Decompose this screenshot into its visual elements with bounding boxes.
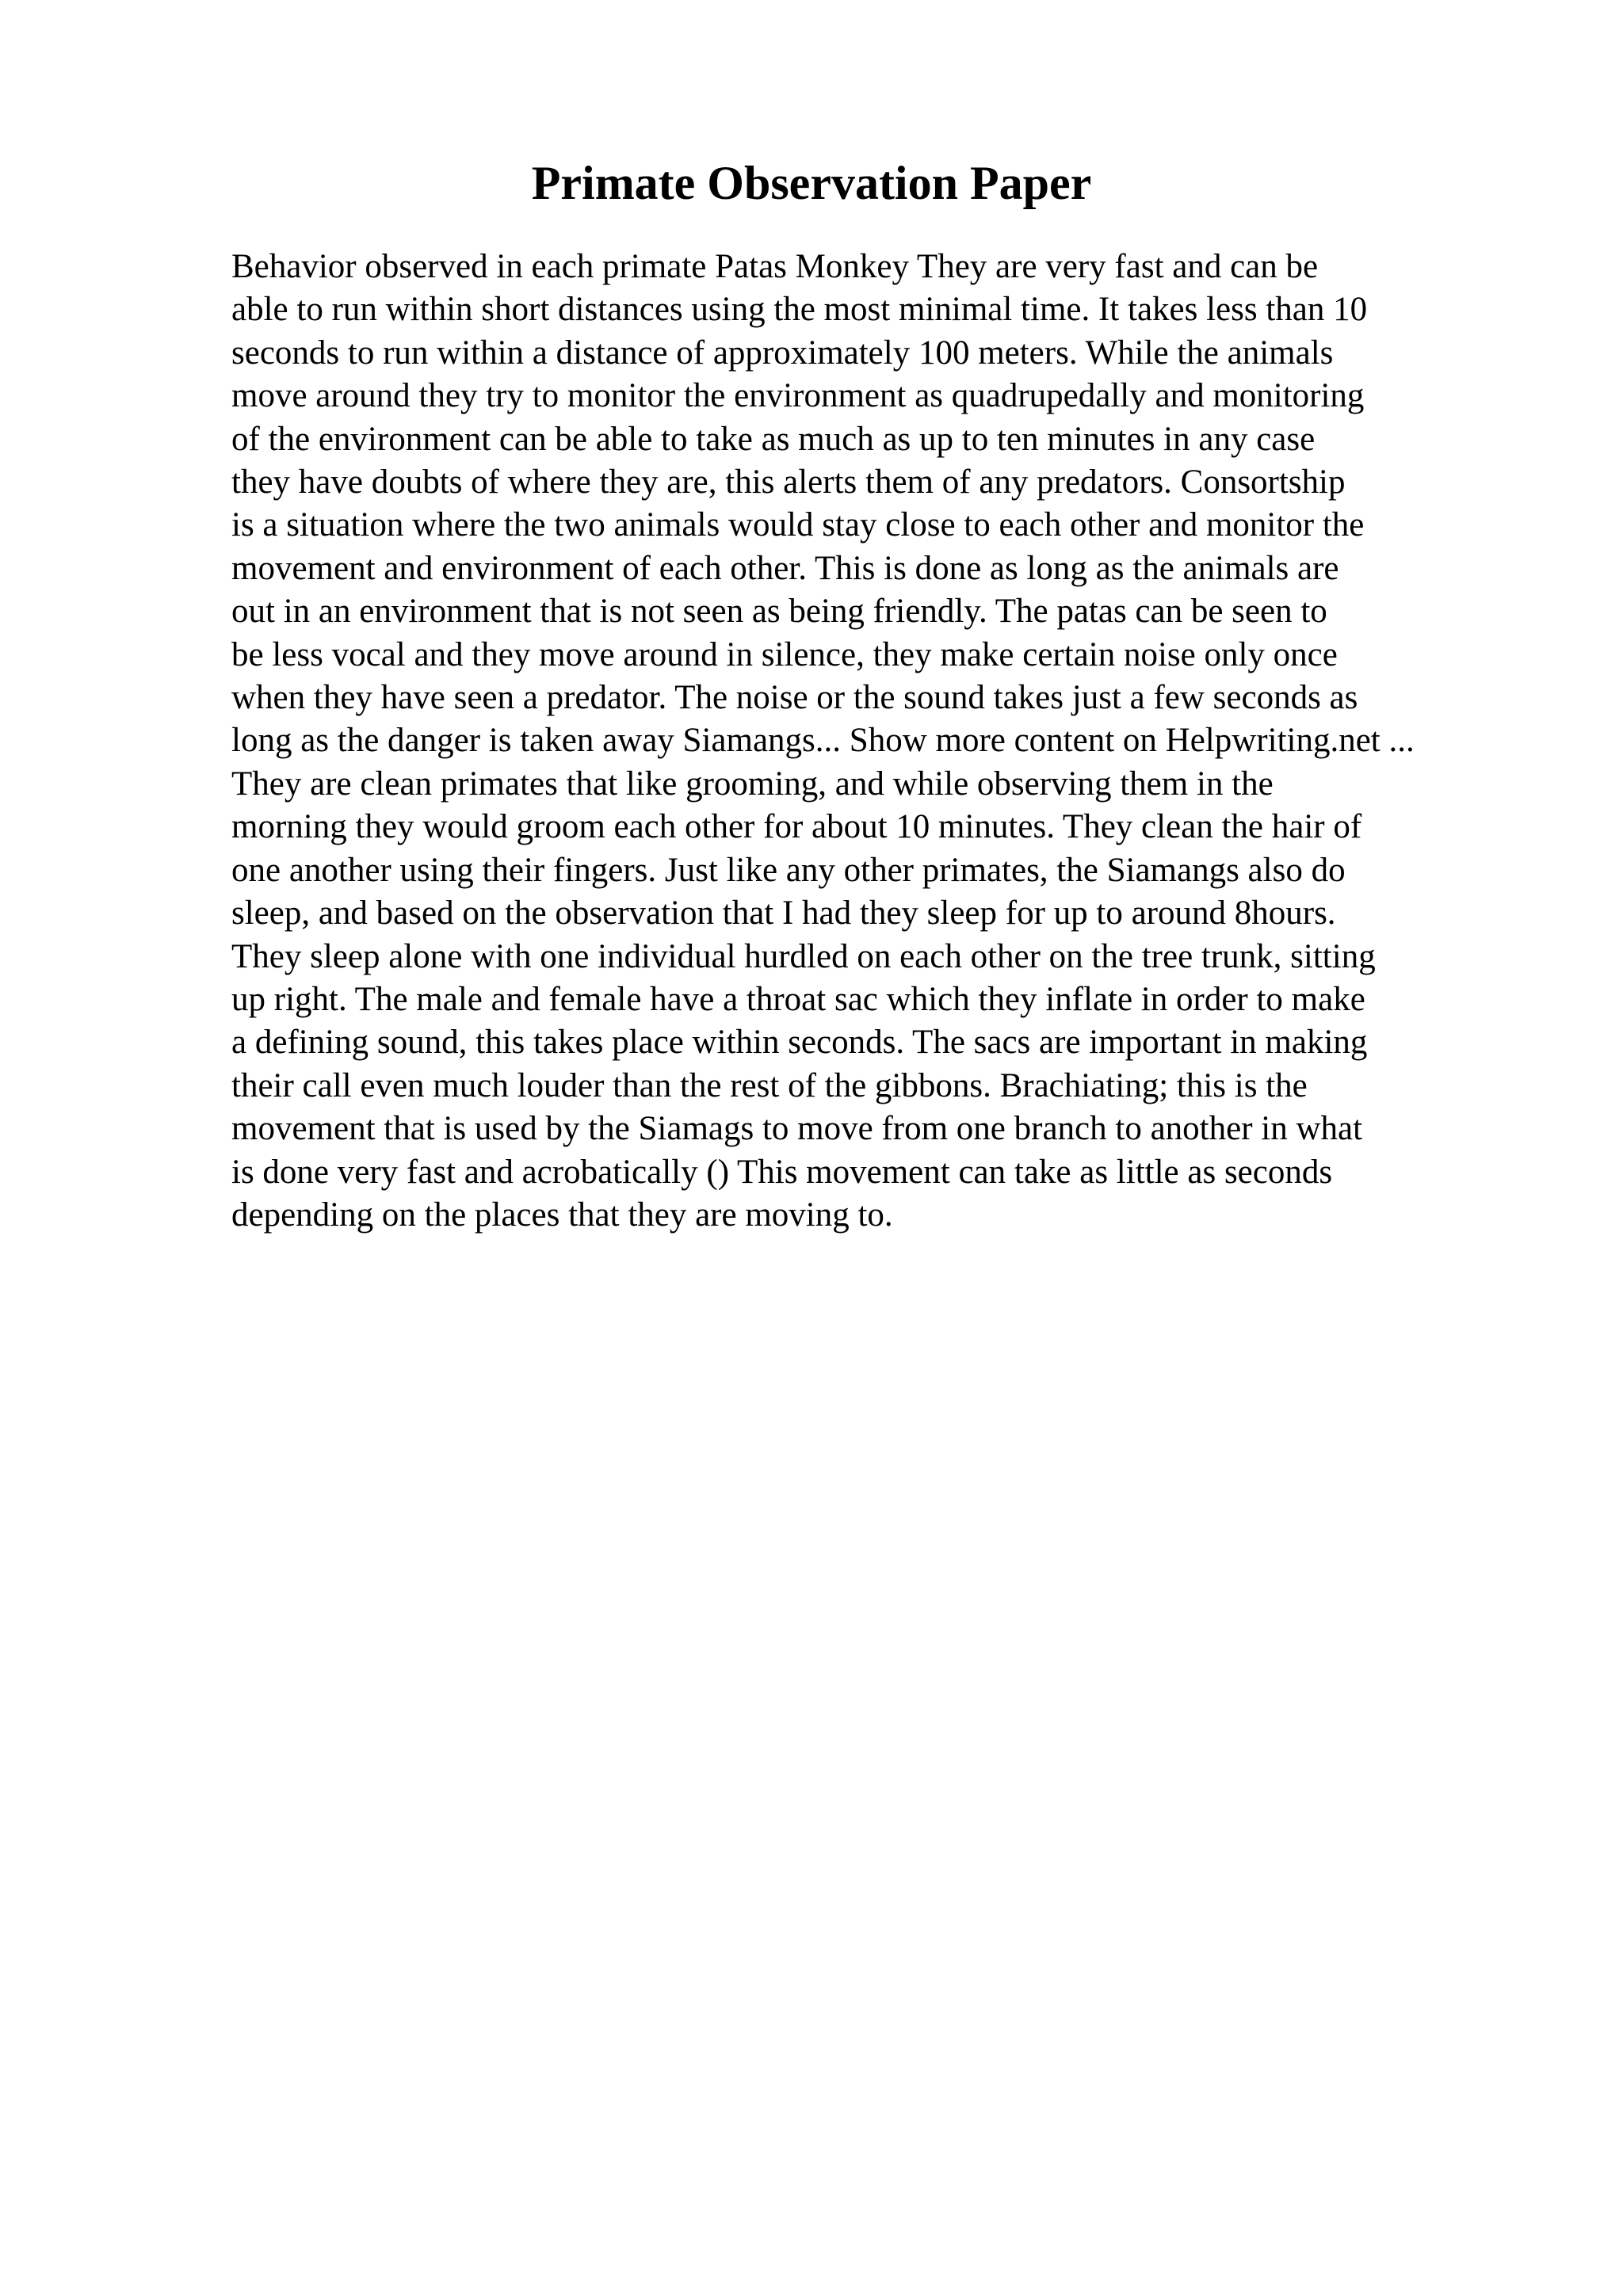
body-line: move around they try to monitor the environment as quadrupedally and monitoring: [231, 377, 1365, 415]
body-line: is done very fast and acrobatically () This movement can take as little as seconds: [231, 1153, 1333, 1191]
body-line: Behavior observed in each primate Patas Monkey They are very fast and can be: [231, 248, 1319, 285]
body-line: long as the danger is taken away Siamangs... Show more content on Helpwriting.net ...: [231, 722, 1415, 760]
body-line: up right. The male and female have a throat sac which they inflate in order to make: [231, 980, 1365, 1018]
document-body: [231, 246, 1579, 1237]
body-line: of the environment can be able to take as much as up to ten minutes in any case: [231, 420, 1316, 458]
body-line: when they have seen a predator. The noise or the sound takes just a few seconds as: [231, 679, 1358, 717]
body-line: out in an environment that is not seen as being friendly. The patas can be seen to: [231, 593, 1327, 631]
body-line: seconds to run within a distance of approximately 100 meters. While the animals: [231, 334, 1334, 372]
body-line: sleep, and based on the observation that I had they sleep for up to around 8hours.: [231, 894, 1336, 933]
body-line: one another using their fingers. Just like any other primates, the Siamangs also do: [231, 851, 1346, 889]
body-line: They are clean primates that like grooming, and while observing them in the: [231, 765, 1274, 803]
body-line: their call even much louder than the rest of the gibbons. Brachiating; this is the: [231, 1066, 1308, 1104]
document-title: Primate Observation Paper: [531, 157, 1092, 209]
body-line: They sleep alone with one individual hurdled on each other on the tree trunk, sitting: [231, 937, 1376, 975]
body-line: is a situation where the two animals would stay close to each other and monitor the: [231, 506, 1365, 544]
body-line: be less vocal and they move around in silence, they make certain noise only once: [231, 635, 1338, 673]
body-line: able to run within short distances using the most minimal time. It takes less than 10: [231, 291, 1368, 329]
body-line: movement that is used by the Siamags to move from one branch to another in what: [231, 1110, 1363, 1148]
body-line: a defining sound, this takes place within seconds. The sacs are important in making: [231, 1024, 1368, 1062]
body-line: morning they would groom each other for about 10 minutes. They clean the hair of: [231, 808, 1362, 846]
body-line: they have doubts of where they are, this alerts them of any predators. Consortship: [231, 463, 1346, 502]
body-line: movement and environment of each other. This is done as long as the animals are: [231, 549, 1339, 587]
body-line: depending on the places that they are moving to.: [231, 1196, 893, 1234]
